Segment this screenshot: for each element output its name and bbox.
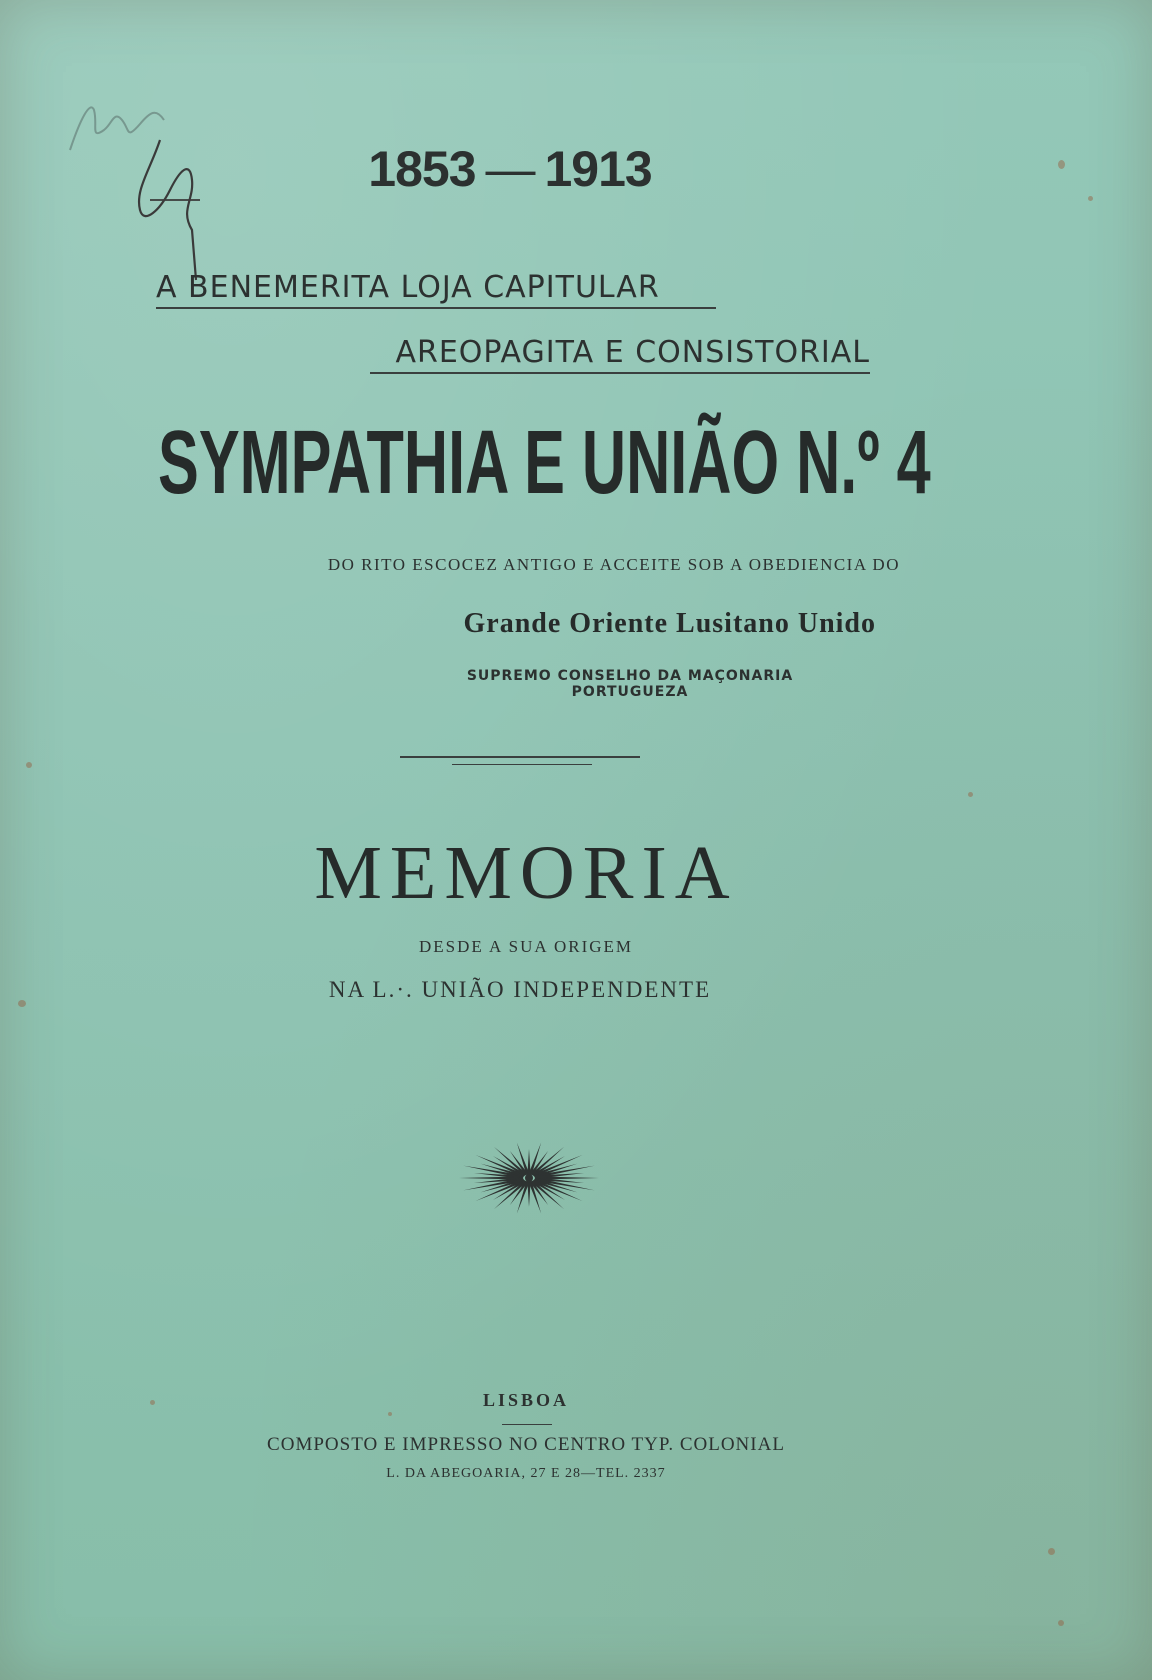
lodge-title: SYMPATHIA E UNIÃO N.º 4 (158, 413, 931, 513)
foxing-spot (968, 792, 973, 797)
grand-orient-line: Grande Oriente Lusitano Unido (463, 608, 876, 639)
handwritten-mark (130, 130, 220, 290)
foxing-spot (150, 1400, 155, 1405)
lodge-line-1: A BENEMERITA LOJA CAPITULAR (156, 270, 716, 309)
divider-rule-short (452, 764, 592, 765)
imprint-address: L. DA ABEGOARIA, 27 E 28—TEL. 2337 (386, 1466, 666, 1481)
years-heading (350, 140, 670, 198)
divider-rule (400, 756, 640, 758)
ornament-center (525, 1174, 533, 1182)
imprint-city: LISBOA (482, 1390, 570, 1410)
subtitle-origin: DESDE A SUA ORIGEM (418, 937, 634, 956)
imprint-printer: COMPOSTO E IMPRESSO NO CENTRO TYP. COLONIAL (267, 1434, 785, 1455)
foxing-spot (1058, 1620, 1064, 1626)
lodge-line-2: AREOPAGITA E CONSISTORIAL (370, 335, 870, 374)
foxing-spot (26, 762, 32, 768)
foxing-spot (388, 1412, 392, 1416)
foxing-spot (18, 1000, 26, 1007)
year-start: 1853 (368, 141, 476, 197)
year-end: 1913 (544, 141, 652, 197)
years-dash: — (485, 141, 535, 197)
supreme-council-line: SUPREMO CONSELHO DA MAÇONARIA PORTUGUEZA (466, 668, 794, 700)
imprint-rule (502, 1424, 552, 1425)
foxing-spot (1058, 160, 1065, 169)
memoria-heading: MEMORIA (314, 831, 738, 915)
foxing-spot (1088, 196, 1093, 201)
sunburst-ornament-icon (456, 1138, 602, 1218)
foxing-spot (1048, 1548, 1055, 1555)
subtitle-lodge: NA L.·. UNIÃO INDEPENDENTE (328, 977, 712, 1002)
rite-line: DO RITO ESCOCEZ ANTIGO E ACCEITE SOB A OBEDIENCIA DO (327, 555, 900, 574)
